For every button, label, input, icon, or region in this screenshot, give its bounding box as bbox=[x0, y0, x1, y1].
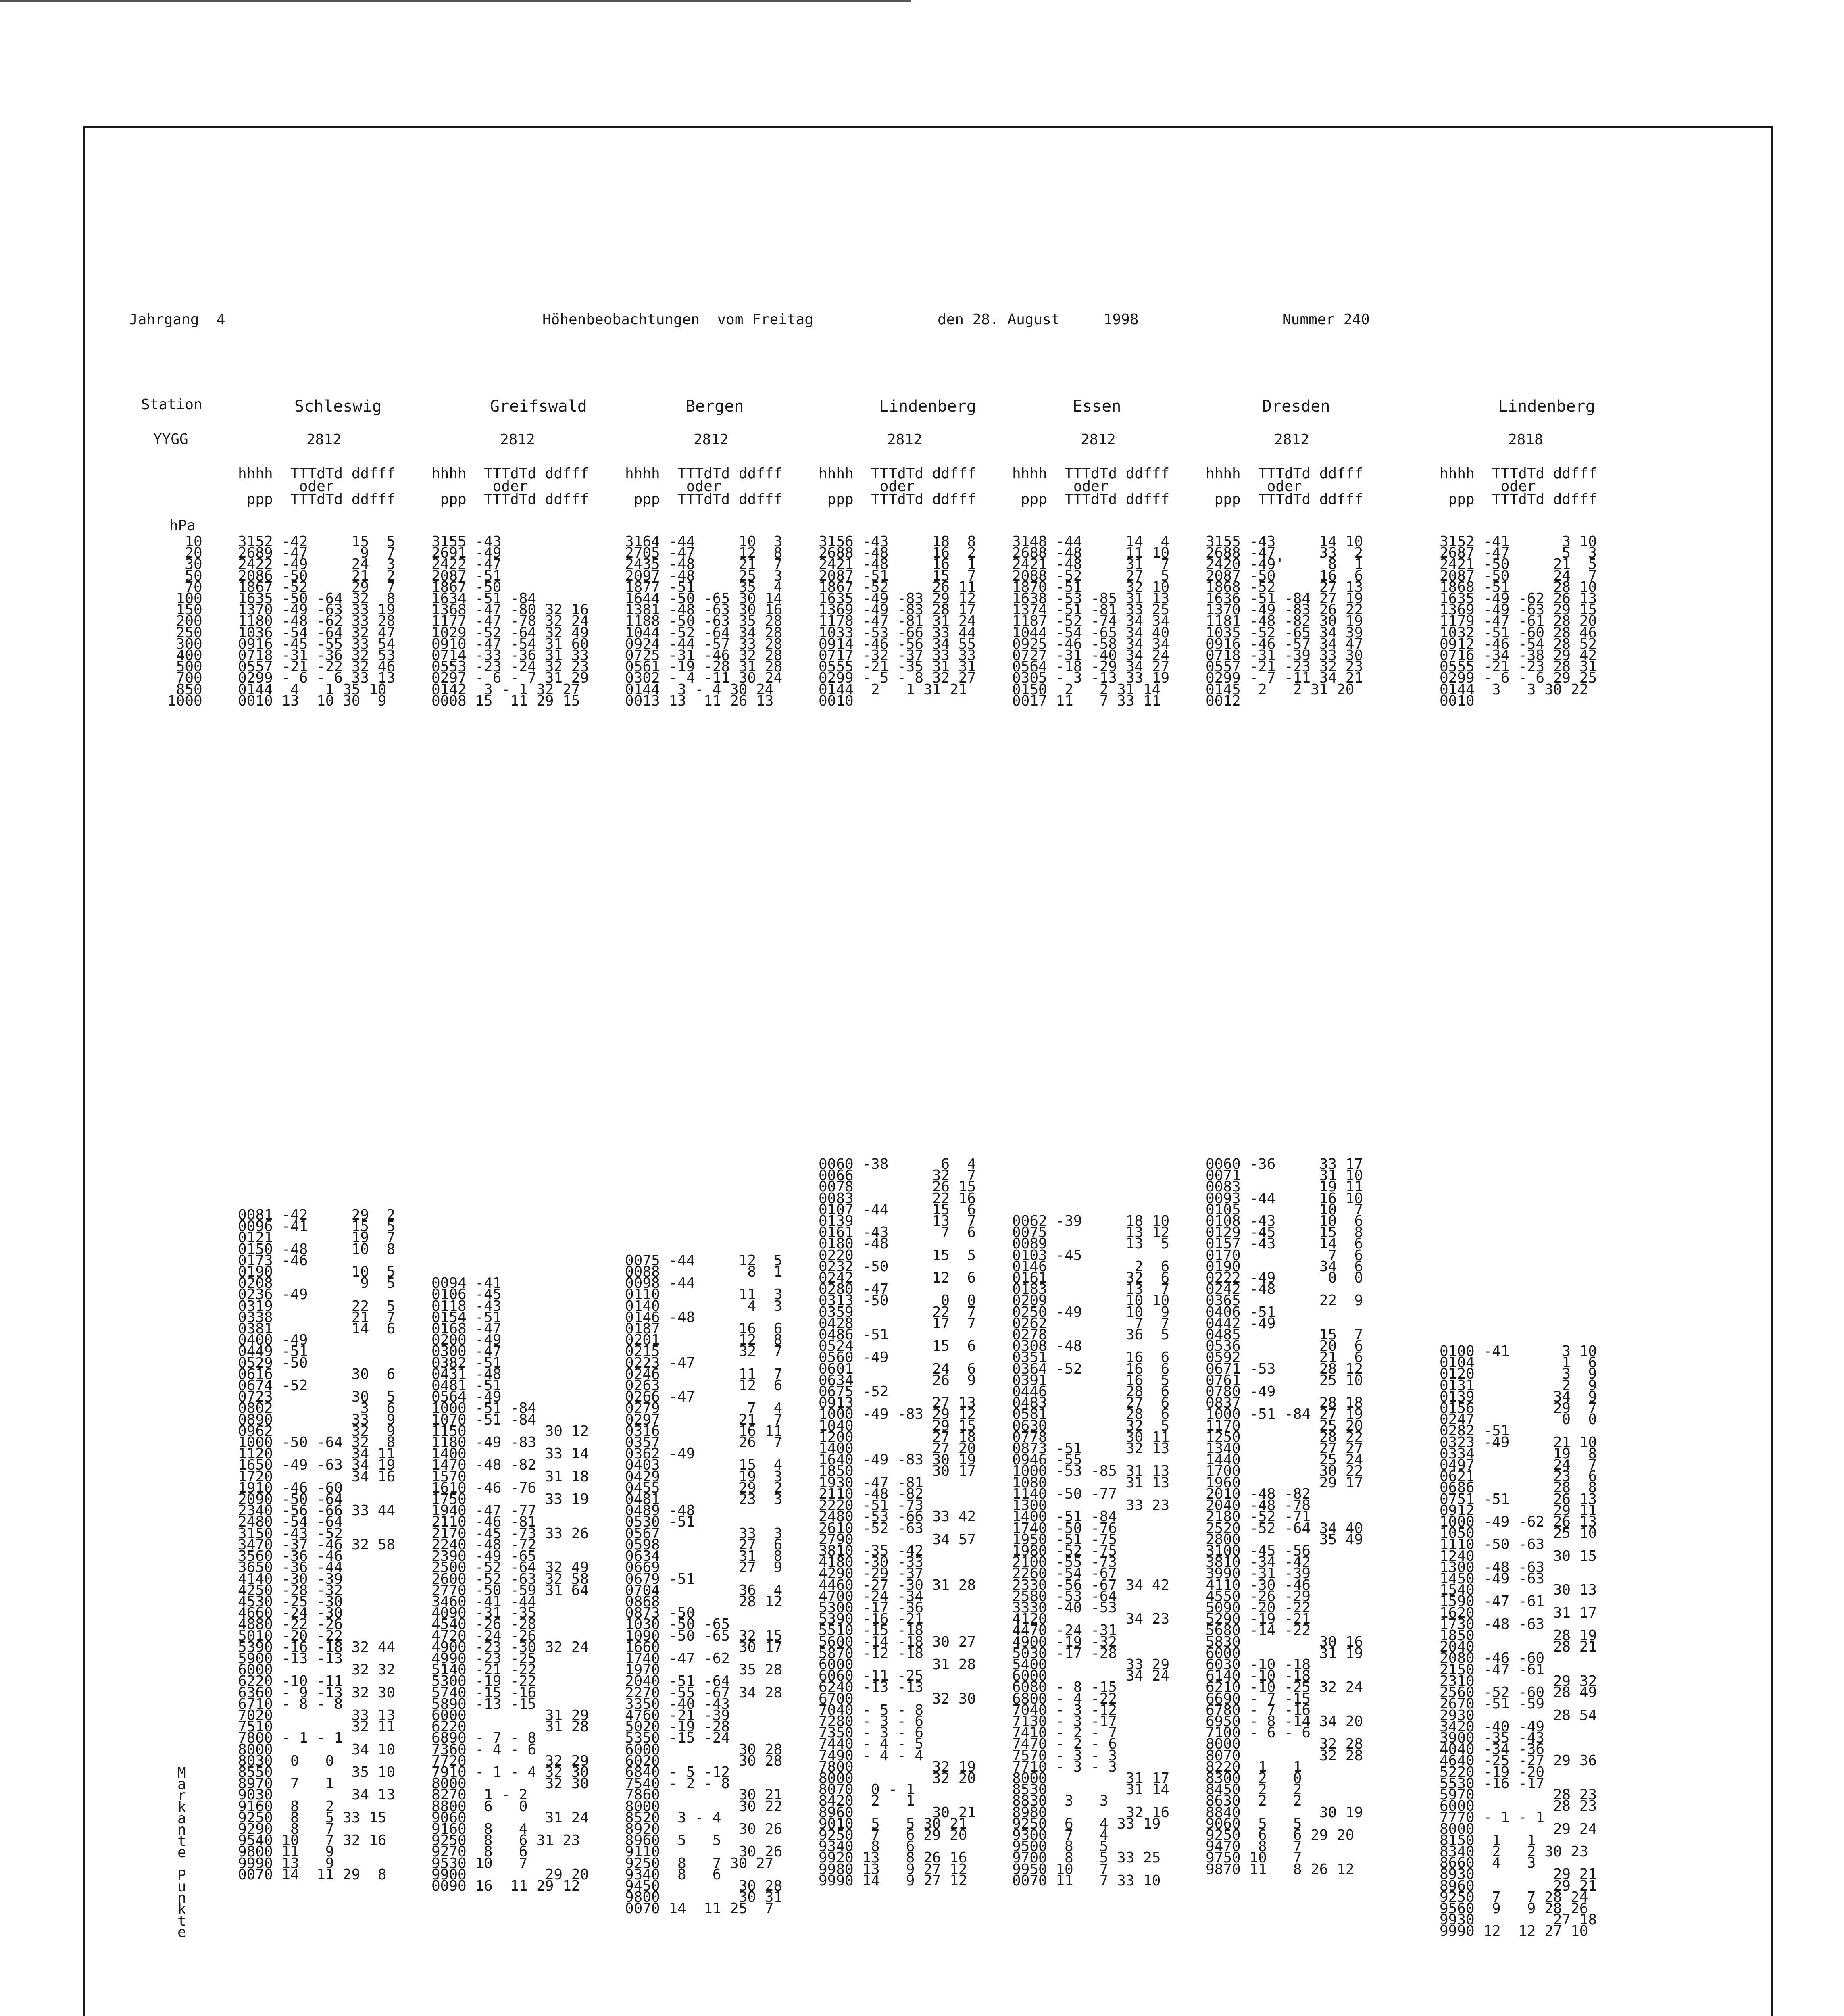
station-code: 2812 bbox=[887, 431, 922, 448]
column-header: hhhh TTTdTd ddfff oder ppp TTTdTd ddfff bbox=[625, 465, 783, 508]
standard-levels-block: 3155 -43 2691 -49 2422 -47 2087 -51 1867 -50 1634 -51 -84 1368 -47 -80 32 16 1177 -47 -78 32 24 1029 -52 -64 32 49 0910 -47 -54 31 60 0714 -33 -36 31 33 0553 -23 -24 32 23 0297 - 6 - 7 31 29 0142 3 - 1 32 27 0008 15 11 29 15 bbox=[431, 533, 589, 709]
significant-points-block: 0060 -36 33 17 0071 31 10 0083 19 11 0093 -44 16 10 0105 10 7 0108 -43 10 6 0129 -45 15 8 0157 -43 14 6 0170 7 6 0190 34 6 0222 -49 0 0 0242 -48 0365 22 9 0406 -51 0442 -49 0485 15 7 0536 20 6 0592 21 6 0671 -53 28 12 0761 25 10 0780 -49 0837 28 18 1000 -51 -84 27 19 1170 25 20 1250 28 22 1340 27 27 1440 25 24 1700 30 22 1960 29 17 2010 -48 -82 2040 -48 -78 2180 -52 -71 2520 -52 -64 34 40 2800 35 49 3100 -45 -56 3810 -34 -42 3990 -31 -39 4110 -30 -46 4550 -26 -29 5090 -20 -22 5290 -19 -21 5680 -14 -22 5830 30 16 6000 31 19 6030 -10 -18 6140 -10 -18 6210 -10 -25 32 24 6690 - 7 -15 6780 - 7 -16 6950 - 8 -14 34 20 7100 - 6 - 6 8000 32 28 8070 32 28 8220 1 1 8300 2 0 8450 2 2 8630 2 2 8840 30 19 9060 5 5 9250 6 6 29 20 9470 8 7 9750 10 7 9870 11 8 26 12 bbox=[1206, 1156, 1363, 1878]
significant-points-block: 0100 -41 3 10 0104 1 6 0120 3 9 0131 2 9 0139 34 9 0156 29 7 0247 0 0 0282 -51 0323 -49 21 10 0334 19 8 0497 24 7 0621 23 6 0686 28 8 0751 -51 26 13 0912 29 11 1000 -49 -62 26 13 1050 25 10 1110 -50 -63 1240 30 15 1300 -48 -63 1450 -49 -63 1540 30 13 1590 -47 -61 1620 31 17 1730 -48 -63 1850 28 19 2040 28 21 2080 -46 -60 2150 -47 -61 2310 29 32 2560 -52 -60 28 49 2670 -51 -59 2930 28 54 3420 -40 -49 3900 -35 -43 4040 -34 -36 4640 -25 -27 29 36 5220 -19 -20 5530 -16 -17 5970 28 23 6000 28 23 7770 - 1 - 1 8000 29 24 8150 1 1 8340 2 2 30 23 8660 4 3 8930 29 21 8960 29 21 9250 7 7 28 24 9560 9 9 28 26 9930 27 18 9990 12 12 27 10 bbox=[1440, 1343, 1597, 1940]
significant-points-block: 0060 -38 6 4 0066 32 7 0078 26 15 0083 22 16 0107 -44 15 6 0139 13 7 0161 -43 7 6 0180 -48 0220 15 5 0232 -50 0242 12 6 0280 -47 0313 -50 0 0 0359 22 7 0428 17 7 0486 -51 0524 15 6 0560 -49 0601 24 6 0634 26 9 0675 -52 0913 27 13 1000 -49 -83 29 12 1040 29 15 1200 27 18 1400 27 20 1640 -49 -83 30 19 1850 30 17 1930 -47 -81 2110 -48 -82 2220 -51 -73 2480 -53 -66 33 42 2610 -52 -63 2790 34 57 3810 -35 -42 4180 -30 -33 4290 -29 -37 4460 -27 -30 31 28 4700 -24 -34 5300 -17 -36 5390 -16 -21 5510 -15 -18 5600 -14 -18 30 27 5870 -12 -18 6000 31 28 6060 -11 -25 6240 -13 -13 6700 32 30 7040 - 5 - 8 7280 - 3 - 6 7350 - 3 - 6 7440 - 4 - 5 7490 - 4 - 4 7800 32 19 8000 32 20 8070 0 - 1 8420 2 1 8960 30 21 9010 5 5 30 21 9250 7 6 29 20 9340 8 6 9920 13 8 26 16 9980 13 9 27 12 9990 14 9 27 12 bbox=[819, 1156, 976, 1889]
standard-levels-block: 3152 -41 3 10 2687 -47 5 3 2421 -50 21 5 2087 -50 24 7 1868 -51 28 10 1635 -49 -62 26 13 1369 -49 -63 29 15 1179 -47 -61 28 20 1032 -51 -60 28 46 0912 -46 -54 28 52 0716 -34 -38 29 42 0555 -21 -23 28 31 0299 - 6 - 6 29 25 0144 3 3 30 22 0010 bbox=[1440, 533, 1597, 709]
column-header: hhhh TTTdTd ddfff oder ppp TTTdTd ddfff bbox=[238, 465, 396, 508]
yygg-label: YYGG bbox=[153, 431, 188, 448]
standard-levels-block: 3155 -43 14 10 2688 -47 33 2 2420 -49' 8 1 2087 -50 16 6 1868 -52 27 13 1636 -51 -84 27 19 1370 -49 -83 26 22 1181 -48 -82 30 19 1035 -52 -65 34 39 0916 -46 -57 34 47 0718 -31 -39 33 30 0557 -21 -23 32 23 0299 - 7 -11 34 21 0145 2 2 31 20 0012 bbox=[1206, 533, 1363, 709]
station-code: 2812 bbox=[306, 431, 342, 448]
station-name: Lindenberg bbox=[1498, 397, 1595, 416]
column-header: hhhh TTTdTd ddfff oder ppp TTTdTd ddfff bbox=[1012, 465, 1170, 508]
significant-points-block: 0075 -44 12 5 0088 8 1 0098 -44 0110 11 3 0140 4 3 0146 -48 0187 16 6 0201 12 8 0215 32 7 0223 -47 0246 11 7 0263 12 6 0266 -47 0279 7 4 0297 21 7 0316 16 11 0357 26 7 0362 -49 0403 15 4 0429 19 3 0455 29 2 0481 23 3 0489 -48 0530 -51 0567 33 3 0598 27 6 0634 31 8 0669 27 9 0679 -51 0704 36 4 0868 28 12 0873 -50 1030 -50 -65 1090 -50 -65 32 15 1660 30 17 1740 -47 -62 1970 35 28 2040 -51 -64 2270 -55 -67 34 28 3350 -40 -43 4760 -21 -39 5020 -19 -28 5350 -15 -24 6000 30 28 6020 30 28 6840 - 5 -12 7540 - 2 - 8 7860 30 21 8000 30 22 8520 3 - 4 8920 30 26 8960 5 5 9110 30 26 9250 8 7 30 27 9340 8 6 9450 30 28 9800 30 31 0070 14 11 25 7 bbox=[625, 1252, 783, 1917]
column-header: hhhh TTTdTd ddfff oder ppp TTTdTd ddfff bbox=[1206, 465, 1363, 508]
observation-date: den 28. August 1998 bbox=[938, 311, 1139, 328]
station-name: Essen bbox=[1073, 397, 1121, 416]
pressure-levels: 10 20 30 50 70 100 150 200 250 300 400 500 700 850 1000 bbox=[167, 533, 202, 709]
column-header: hhhh TTTdTd ddfff oder ppp TTTdTd ddfff bbox=[1440, 465, 1597, 508]
standard-levels-block: 3164 -44 10 3 2705 -47 12 8 2435 -48 21 7 2097 -48 25 3 1877 -51 35 4 1644 -50 -65 30 14 1381 -48 -63 30 16 1188 -50 -63 35 28 1044 -52 -64 34 28 0924 -44 -57 33 28 0725 -31 -46 32 28 0561 -19 -28 31 28 0302 - 4 -11 30 24 0144 3 - 4 30 24 0013 13 11 26 13 bbox=[625, 533, 783, 709]
station-code: 2812 bbox=[1081, 431, 1116, 448]
scan-edge-top bbox=[0, 0, 911, 2]
standard-levels-block: 3156 -43 18 8 2688 -48 16 2 2421 -48 16 1 2087 -51 15 7 1867 -52 26 11 1635 -49 -83 29 12 1369 -49 -83 28 17 1178 -47 -81 31 24 1033 -53 -66 33 44 0914 -46 -56 34 55 0717 -32 -37 33 33 0555 -21 -35 31 31 0299 - 5 - 8 32 27 0144 2 1 31 21 0010 bbox=[819, 533, 976, 709]
station-name: Schleswig bbox=[294, 397, 382, 416]
standard-levels-block: 3152 -42 15 5 2689 -47 9 7 2422 -49 24 3 2086 -50 21 2 1867 -52 29 7 1635 -50 -64 32 8 1370 -49 -63 33 19 1180 -48 -62 33 28 1036 -54 -64 32 47 0916 -45 -55 33 54 0718 -31 -36 32 53 0557 -21 -22 32 46 0299 - 6 - 6 33 13 0144 4 1 35 10 0010 13 10 30 9 bbox=[238, 533, 396, 709]
column-header: hhhh TTTdTd ddfff oder ppp TTTdTd ddfff bbox=[819, 465, 976, 508]
standard-levels-block: 3148 -44 14 4 2688 -48 11 10 2421 -48 31 7 2088 -52 27 5 1870 -51 32 10 1638 -53 -85 31 13 1374 -51 -81 33 25 1187 -52 -74 34 34 1044 -54 -65 34 40 0925 -46 -58 34 34 0727 -31 -40 34 24 0564 -18 -29 34 27 0305 - 3 -13 33 19 0150 2 2 31 14 0017 11 7 33 11 bbox=[1012, 533, 1170, 709]
station-name: Greifswald bbox=[490, 397, 587, 416]
significant-points-block: 0094 -41 0106 -45 0118 -43 0154 -51 0168 -47 0200 -49 0300 -47 0382 -51 0431 -48 0481 -51 0564 -49 1000 -51 -84 1070 -51 -84 1150 30 12 1180 -49 -83 1400 33 14 1470 -48 -82 1570 31 18 1610 -46 -76 1750 33 19 1940 -47 -77 2110 -46 -81 2170 -45 -73 33 26 2240 -48 -72 2390 -49 -65 2500 -52 -64 32 49 2600 -52 -63 32 58 2770 -50 -59 31 64 3460 -41 -44 4090 -31 -35 4540 -26 -28 4720 -24 -26 4900 -23 -30 32 24 4990 -23 -25 5140 -21 -22 5300 -19 -22 5740 -15 -16 5890 -13 -15 6000 31 29 6220 31 28 6890 - 7 - 8 7360 - 4 - 6 7720 32 29 7910 - 1 - 4 32 30 8000 32 30 8270 1 - 2 8800 6 0 9060 31 24 9160 8 4 9250 8 6 31 23 9270 8 6 9530 10 7 9900 29 20 0090 16 11 29 12 bbox=[431, 1275, 589, 1894]
station-name: Dresden bbox=[1262, 397, 1330, 416]
station-code: 2818 bbox=[1508, 431, 1543, 448]
issue-number: Nummer 240 bbox=[1282, 311, 1370, 328]
station-code: 2812 bbox=[694, 431, 729, 448]
markante-punkte-label: M a r k a n t e P u n k t e bbox=[177, 1765, 186, 1941]
hpa-label: hPa bbox=[169, 517, 196, 534]
station-code: 2812 bbox=[1274, 431, 1309, 448]
station-name: Bergen bbox=[686, 397, 744, 416]
significant-points-block: 0062 -39 18 10 0075 13 12 0089 13 5 0103 -45 0146 2 6 0161 32 6 0183 13 7 0209 10 10 0250 -49 10 9 0262 7 7 0278 36 5 0308 -48 0351 16 6 0364 -52 16 6 0391 16 5 0446 28 6 0483 27 6 0581 28 6 0630 32 5 0778 30 11 0873 -51 32 13 0946 -55 1000 -53 -85 31 13 1080 31 13 1140 -50 -77 1300 33 23 1400 -51 -84 1740 -50 -76 1950 -51 -75 1980 -52 -75 2100 -55 -73 2260 -54 -67 2330 -56 -67 34 42 2580 -53 -64 3330 -40 -53 4120 34 23 4470 -24 -31 4900 -19 -32 5030 -17 -28 5400 33 29 6000 34 24 6080 - 8 -15 6800 - 4 -22 7040 - 3 -12 7130 - 3 -17 7410 - 2 - 7 7470 - 2 - 6 7570 - 3 - 3 7710 - 3 - 3 8000 31 17 8530 31 14 8830 3 3 8980 32 16 9250 6 4 33 19 9300 7 4 9500 8 5 9700 8 5 33 25 9950 10 7 0070 11 7 33 10 bbox=[1012, 1213, 1170, 1889]
significant-points-block: 0081 -42 29 2 0096 -41 15 5 0121 19 7 0150 -48 10 8 0173 -46 0190 10 5 0208 9 5 0236 -49 0319 22 5 0338 21 7 0381 14 6 0400 -49 0449 -51 0529 -50 0616 30 6 0674 -52 0723 30 5 0802 3 6 0890 33 9 0962 32 9 1000 -50 -64 32 8 1120 34 11 1650 -49 -63 34 19 1720 34 16 1910 -46 -60 2090 -50 -64 2340 -56 -66 33 44 2480 -54 -64 3150 -43 -52 3470 -37 -46 32 58 3560 -36 -46 3650 -36 -44 4140 -30 -39 4250 -28 -32 4530 -25 -30 4660 -24 -30 4880 -22 -26 5010 -20 -22 5390 -16 -18 32 44 5900 -13 -13 6000 32 32 6220 -10 -11 6360 - 9 -13 32 30 6710 - 8 - 8 7020 33 13 7510 32 11 7800 - 1 - 1 8000 34 10 8030 0 0 8550 35 10 8970 7 1 9030 34 13 9160 8 2 9250 8 5 33 15 9290 8 7 9540 10 7 32 16 9800 11 9 9990 13 9 0070 14 11 29 8 bbox=[238, 1207, 396, 1883]
station-name: Lindenberg bbox=[879, 397, 976, 416]
jahrgang-label: Jahrgang 4 bbox=[129, 311, 225, 328]
station-label: Station bbox=[141, 396, 202, 413]
station-code: 2812 bbox=[500, 431, 535, 448]
page-title: Höhenbeobachtungen vom Freitag bbox=[542, 311, 813, 328]
column-header: hhhh TTTdTd ddfff oder ppp TTTdTd ddfff bbox=[431, 465, 589, 508]
